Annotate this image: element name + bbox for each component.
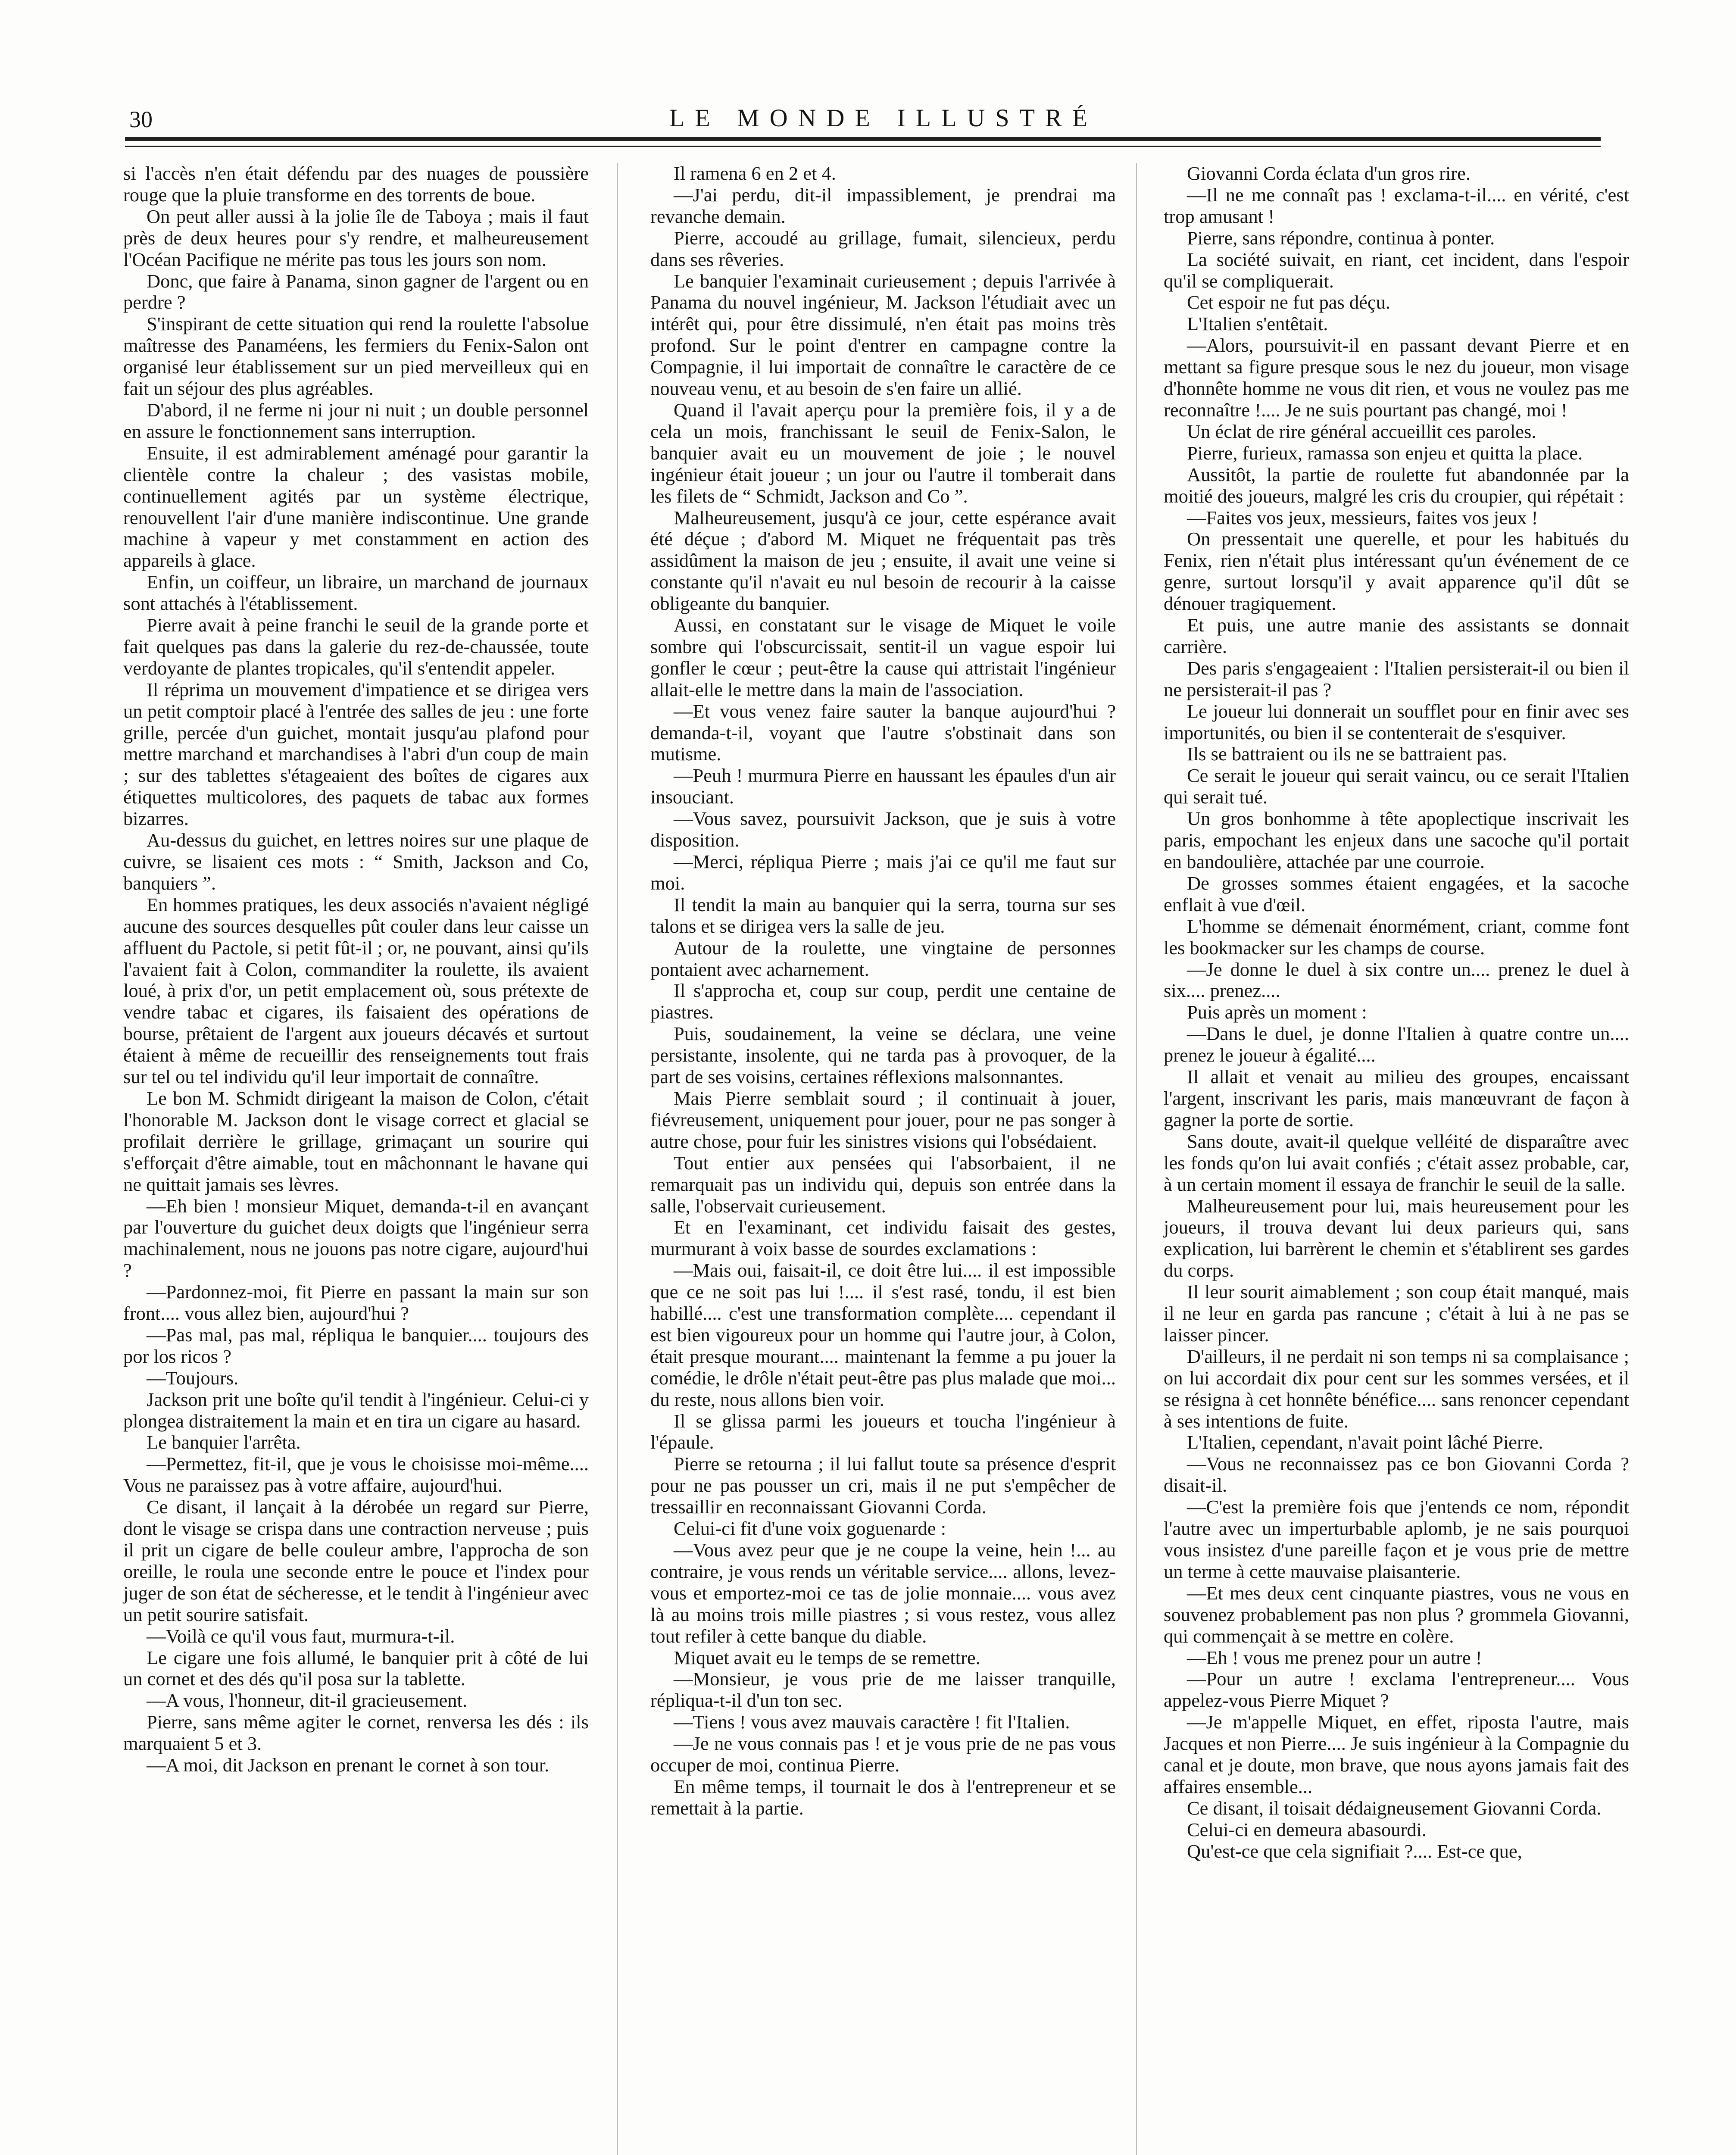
paragraph: Et puis, une autre manie des assistants se donnait carrière. <box>1164 614 1629 657</box>
paragraph: Il réprima un mouvement d'impatience et se dirigea vers un petit comptoir placé à l'entrée des salles de jeu : une forte grille, percée d'un guichet, montait jusqu'au plafond pour mettre marchand et marchandises à l'abri d'un coup de main ; sur des tablettes s'étageaient des boîtes de cigares aux étiquettes multicolores, des paquets de tabac aux formes bizarres. <box>123 678 589 830</box>
paragraph: Ensuite, il est admirablement aménagé pour garantir la clientèle contre la chaleur ; des vasistas mobile, continuellement agités par un système électrique, renouvellent l'air d'une manière indiscontinue. Une grande machine à vapeur y met constamment en action des appareils à glace. <box>123 442 589 572</box>
paragraph: Il s'approcha et, coup sur coup, perdit une centaine de piastres. <box>650 980 1116 1023</box>
paragraph: —Vous savez, poursuivit Jackson, que je suis à votre disposition. <box>650 808 1116 851</box>
paragraph: De grosses sommes étaient engagées, et la sacoche enflait à vue d'œil. <box>1164 872 1629 915</box>
paragraph: Aussi, en constatant sur le visage de Miquet le voile sombre qui l'obscurcissait, sentit-il un vague espoir lui gonfler le cœur ; peut-être la cause qui attristait l'ingénieur allait-elle le mettre dans la main de l'association. <box>650 614 1116 700</box>
paragraph: Jackson prit une boîte qu'il tendit à l'ingénieur. Celui-ci y plongea distraitement la main et en tira un cigare au hasard. <box>123 1388 589 1432</box>
paragraph: Le banquier l'arrêta. <box>147 1431 301 1453</box>
paragraph: Il allait et venait au milieu des groupes, encaissant l'argent, inscrivant les paris, mais manœuvrant de façon à gagner la porte de sortie. <box>1164 1066 1629 1131</box>
text-column-1 <box>123 163 589 1776</box>
paragraph: —Toujours. <box>147 1367 239 1389</box>
paragraph: —Dans le duel, je donne l'Italien à quatre contre un.... prenez le joueur à égalité.... <box>1164 1023 1629 1066</box>
paragraph: Ce disant, il toisait dédaigneusement Giovanni Corda. <box>1187 1797 1602 1819</box>
paragraph: —A moi, dit Jackson en prenant le cornet à son tour. <box>147 1754 550 1776</box>
paragraph: S'inspirant de cette situation qui rend la roulette l'absolue maîtresse des Panaméens, les fermiers du Fenix-Salon ont organisé leur établissement sur un pied merveilleux qui en fait un séjour des plus agréables. <box>123 313 589 400</box>
paragraph: Autour de la roulette, une vingtaine de personnes pontaient avec acharnement. <box>650 937 1116 980</box>
paragraph: Sans doute, avait-il quelque velléité de disparaître avec les fonds qu'on lui avait confiés ; c'était assez probable, car, à un certain moment il essaya de franchir le seuil de la salle. <box>1164 1130 1629 1195</box>
paragraph: —J'ai perdu, dit-il impassiblement, je prendrai ma revanche demain. <box>650 184 1116 227</box>
paragraph: Aussitôt, la partie de roulette fut abandonnée par la moitié des joueurs, malgré les cris du croupier, qui répétait : <box>1164 463 1629 507</box>
paragraph: Malheureusement, jusqu'à ce jour, cette espérance avait été déçue ; d'abord M. Miquet ne fréquentait pas très assidûment la maison de jeu ; ensuite, il avait une veine si constante qu'il n'avait eu nul besoin de recourir à la caisse obligeante du banquier. <box>650 506 1116 615</box>
paragraph: Pierre, accoudé au grillage, fumait, silencieux, perdu dans ses rêveries. <box>650 227 1116 270</box>
paragraph: —Merci, répliqua Pierre ; mais j'ai ce qu'il me faut sur moi. <box>650 851 1116 894</box>
paragraph: —Vous avez peur que je ne coupe la veine, hein !... au contraire, je vous rends un véritable service.... allons, levez-vous et emportez-moi ce tas de jolie monnaie.... vous avez là au moins trois mille piastres ; si vous restez, vous allez tout refiler à cette banque du diable. <box>650 1539 1116 1647</box>
paragraph: —Alors, poursuivit-il en passant devant Pierre et en mettant sa figure presque sous le nez du joueur, mon visage d'honnête homme ne vous dit rien, et vous ne voulez pas me reconnaître !.... Je ne suis pourtant pas changé, moi ! <box>1164 334 1629 421</box>
paragraph: Il leur sourit aimablement ; son coup était manqué, mais il ne leur en garda pas rancune ; c'était à lui à ne pas se laisser pincer. <box>1164 1281 1629 1346</box>
paragraph: Au-dessus du guichet, en lettres noires sur une plaque de cuivre, se lisaient ces mots : “ Smith, Jackson and Co, banquiers ”. <box>123 829 589 894</box>
paragraph: Des paris s'engageaient : l'Italien persisterait-il ou bien il ne persisterait-il pas ? <box>1164 657 1629 700</box>
paragraph: Et en l'examinant, cet individu faisait des gestes, murmurant à voix basse de sourdes exclamations : <box>650 1216 1116 1260</box>
paragraph: Ils se battraient ou ils ne se battraient pas. <box>1187 743 1507 765</box>
paragraph: D'ailleurs, il ne perdait ni son temps ni sa complaisance ; on lui accordait dix pour cent sur les sommes versées, et il se résigna à cet honnête bénéfice.... sans renoncer cependant à ses intentions de fuite. <box>1164 1345 1629 1432</box>
header-rule-thick <box>125 137 1601 141</box>
column-separator <box>617 163 618 2155</box>
paragraph: Il tendit la main au banquier qui la serra, tourna sur ses talons et se dirigea vers la salle de jeu. <box>650 893 1116 937</box>
header-rule-thin <box>125 146 1601 147</box>
paragraph: —Tiens ! vous avez mauvais caractère ! fit l'Italien. <box>674 1711 1070 1733</box>
paragraph: —Permettez, fit-il, que je vous le choisisse moi-même.... Vous ne paraissez pas à votre affaire, aujourd'hui. <box>123 1453 589 1496</box>
page-number: 30 <box>129 106 153 132</box>
paragraph: —Et vous venez faire sauter la banque aujourd'hui ? demanda-t-il, voyant que l'autre s'obstinait dans son mutisme. <box>650 700 1116 765</box>
paragraph: Miquet avait eu le temps de se remettre. <box>674 1646 980 1668</box>
paragraph: Donc, que faire à Panama, sinon gagner de l'argent ou en perdre ? <box>123 270 589 313</box>
paragraph: —Pas mal, pas mal, répliqua le banquier.... toujours des por los ricos ? <box>123 1324 589 1367</box>
paragraph: Celui-ci en demeura abasourdi. <box>1187 1818 1427 1840</box>
paragraph: —Je donne le duel à six contre un.... prenez le duel à six.... prenez.... <box>1164 958 1629 1002</box>
paragraph: —C'est la première fois que j'entends ce nom, répondit l'autre avec un imperturbable aplomb, je ne sais pourquoi vous insistez d'une pareille façon et je vous prie de mettre un terme à cette mauvaise plaisanterie. <box>1164 1496 1629 1582</box>
paragraph: Malheureusement pour lui, mais heureusement pour les joueurs, il trouva devant lui deux parieurs qui, sans explication, lui barrèrent le chemin et s'établirent ses gardes du corps. <box>1164 1195 1629 1281</box>
paragraph: En même temps, il tournait le dos à l'entrepreneur et se remettait à la partie. <box>650 1775 1116 1819</box>
paragraph: Mais Pierre semblait sourd ; il continuait à jouer, fiévreusement, uniquement pour jouer, pour ne pas songer à autre chose, pour fuir les sinistres visions qui l'obsédaient. <box>650 1087 1116 1152</box>
paragraph: La société suivait, en riant, cet incident, dans l'espoir qu'il se compliquerait. <box>1164 248 1629 292</box>
paragraph: —Je ne vous connais pas ! et je vous prie de ne pas vous occuper de moi, continua Pierre. <box>650 1733 1116 1776</box>
paragraph: —Faites vos jeux, messieurs, faites vos jeux ! <box>1187 506 1538 528</box>
paragraph: Qu'est-ce que cela signifiait ?.... Est-ce que, <box>1187 1840 1522 1862</box>
paragraph: —Vous ne reconnaissez pas ce bon Giovanni Corda ? disait-il. <box>1164 1453 1629 1496</box>
paragraph: —A vous, l'honneur, dit-il gracieusement. <box>147 1690 468 1712</box>
paragraph: Le cigare une fois allumé, le banquier prit à côté de lui un cornet et des dés qu'il posa sur la tablette. <box>123 1646 589 1690</box>
paragraph: Le bon M. Schmidt dirigeant la maison de Colon, c'était l'honorable M. Jackson dont le visage correct et glacial se profilait derrière le grillage, grimaçant un sourire qui s'efforçait d'être aimable, tout en mâchonnant le havane qui ne quittait jamais ses lèvres. <box>123 1087 589 1195</box>
paragraph: —Je m'appelle Miquet, en effet, riposta l'autre, mais Jacques et non Pierre.... Je suis ingénieur à la Compagnie du canal et je doute, mon brave, que nous ayons jamais fait des affaires ensemble... <box>1164 1711 1629 1797</box>
paragraph: Celui-ci fit d'une voix goguenarde : <box>674 1518 946 1540</box>
paragraph: Pierre se retourna ; il lui fallut toute sa présence d'esprit pour ne pas pousser un cri, mais il ne put s'empêcher de tressaillir en reconnaissant Giovanni Corda. <box>650 1453 1116 1518</box>
paragraph: —Pardonnez-moi, fit Pierre en passant la main sur son front.... vous allez bien, aujourd'hui ? <box>123 1281 589 1324</box>
paragraph: L'Italien, cependant, n'avait point lâché Pierre. <box>1187 1431 1543 1453</box>
paragraph: si l'accès n'en était défendu par des nuages de poussière rouge que la pluie transforme en des torrents de boue. <box>123 162 589 206</box>
paragraph: En hommes pratiques, les deux associés n'avaient négligé aucune des sources desquelles pût couler dans leur caisse un affluent du Pactole, si petit fût-il ; or, ne pouvant, ainsi qu'ils l'avaient fait à Colon, commanditer la roulette, ils avaient loué, à prix d'or, un petit emplacement où, sous prétexte de vendre tabac et cigares, ils faisaient des opérations de bourse, prêtaient de l'argent aux joueurs décavés et surtout étaient à même de recueillir des renseignements tout frais sur tel ou tel individu qu'il leur importait de connaître. <box>123 893 589 1088</box>
paragraph: Un éclat de rire général accueillit ces paroles. <box>1187 420 1536 442</box>
paragraph: Le joueur lui donnerait un soufflet pour en finir avec ses importunités, ou bien il se contenterait de s'esquiver. <box>1164 700 1629 743</box>
paragraph: Quand il l'avait aperçu pour la première fois, il y a de cela un mois, franchissant le seuil de Fenix-Salon, le banquier avait eu un mouvement de joie ; le nouvel ingénieur était joueur ; un jour ou l'autre il tomberait dans les filets de “ Schmidt, Jackson and Co ”. <box>650 399 1116 507</box>
paragraph: Enfin, un coiffeur, un libraire, un marchand de journaux sont attachés à l'établissement. <box>123 571 589 615</box>
paragraph: —Et mes deux cent cinquante piastres, vous ne vous en souvenez probablement pas non plus ? grommela Giovanni, qui commençait à se mettre en colère. <box>1164 1582 1629 1647</box>
paragraph: —Monsieur, je vous prie de me laisser tranquille, répliqua-t-il d'un ton sec. <box>650 1668 1116 1712</box>
paragraph: Cet espoir ne fut pas déçu. <box>1187 291 1391 313</box>
paragraph: On pressentait une querelle, et pour les habitués du Fenix, rien n'était plus intéressant qu'un événement de ce genre, surtout lorsqu'il y avait apparence qu'il dût se dénouer tragiquement. <box>1164 528 1629 615</box>
paragraph: Giovanni Corda éclata d'un gros rire. <box>1187 162 1471 184</box>
paragraph: Pierre, sans même agiter le cornet, renversa les dés : ils marquaient 5 et 3. <box>123 1711 589 1755</box>
paragraph: Il se glissa parmi les joueurs et toucha l'ingénieur à l'épaule. <box>650 1410 1116 1453</box>
paragraph: Tout entier aux pensées qui l'absorbaient, il ne remarquait pas un individu qui, depuis son entrée dans la salle, l'observait curieusement. <box>650 1152 1116 1217</box>
paragraph: —Eh bien ! monsieur Miquet, demanda-t-il en avançant par l'ouverture du guichet deux doigts que l'ingénieur serra machinalement, nous ne jouons pas notre cigare, aujourd'hui ? <box>123 1195 589 1281</box>
paragraph: Ce disant, il lançait à la dérobée un regard sur Pierre, dont le visage se crispa dans une contraction nerveuse ; puis il prit un cigare de belle couleur ambre, l'approcha de son oreille, le roula une seconde entre le pouce et l'index pour juger de son état de sécheresse, et le tendit à l'ingénieur avec un petit sourire satisfait. <box>123 1496 589 1625</box>
paragraph: D'abord, il ne ferme ni jour ni nuit ; un double personnel en assure le fonctionnement sans interruption. <box>123 399 589 442</box>
paragraph: Le banquier l'examinait curieusement ; depuis l'arrivée à Panama du nouvel ingénieur, M. Jackson l'étudiait avec un intérêt qui, pour être dissimulé, n'en était pas moins très profond. Sur le point d'entrer en campagne contre la Compagnie, il lui importait de connaître le caractère de ce nouveau venu, et au besoin de s'en faire un allié. <box>650 270 1116 400</box>
paragraph: L'homme se démenait énormément, criant, comme font les bookmacker sur les champs de course. <box>1164 915 1629 959</box>
paragraph: —Il ne me connaît pas ! exclama-t-il.... en vérité, c'est trop amusant ! <box>1164 184 1629 227</box>
paragraph: —Voilà ce qu'il vous faut, murmura-t-il. <box>147 1625 455 1647</box>
paragraph: Pierre avait à peine franchi le seuil de la grande porte et fait quelques pas dans la galerie du rez-de-chaussée, toute verdoyante de plantes tropicales, qu'il s'entendit appeler. <box>123 614 589 679</box>
paragraph: L'Italien s'entêtait. <box>1187 313 1328 335</box>
paragraph: Ce serait le joueur qui serait vaincu, ou ce serait l'Italien qui serait tué. <box>1164 765 1629 808</box>
paragraph: Puis, soudainement, la veine se déclara, une veine persistante, insolente, qui ne tarda pas à provoquer, de la part de ses voisins, certaines réflexions malsonnantes. <box>650 1023 1116 1088</box>
paragraph: Puis après un moment : <box>1187 1001 1367 1023</box>
paragraph: Il ramena 6 en 2 et 4. <box>674 162 836 184</box>
masthead-title: LE MONDE ILLUSTRÉ <box>669 104 1098 132</box>
column-separator <box>1136 163 1137 2155</box>
paragraph: Pierre, sans répondre, continua à ponter. <box>1187 227 1495 249</box>
paragraph: —Peuh ! murmura Pierre en haussant les épaules d'un air insouciant. <box>650 765 1116 808</box>
paragraph: Un gros bonhomme à tête apoplectique inscrivait les paris, empochant les enjeux dans une sacoche qu'il portait en bandoulière, attachée par une courroie. <box>1164 808 1629 872</box>
paragraph: —Pour un autre ! exclama l'entrepreneur.... Vous appelez-vous Pierre Miquet ? <box>1164 1668 1629 1712</box>
paragraph: —Mais oui, faisait-il, ce doit être lui.... il est impossible que ce ne soit pas lui !.... il s'est rasé, tondu, il est bien habillé.... c'est une transformation complète.... cependant il est bien vigoureux pour un homme qui l'autre jour, à Colon, était presque mourant.... maintenant la femme a pu jouer la comédie, le drôle n'était peut-être pas plus malade que moi... du reste, nous allons bien voir. <box>650 1259 1116 1410</box>
text-column-2 <box>650 163 1116 1819</box>
paragraph: Pierre, furieux, ramassa son enjeu et quitta la place. <box>1187 442 1583 464</box>
paragraph: On peut aller aussi à la jolie île de Taboya ; mais il faut près de deux heures pour s'y rendre, et malheureusement l'Océan Pacifique ne mérite pas tous les jours son nom. <box>123 205 589 270</box>
text-column-3 <box>1164 163 1629 1862</box>
paragraph: —Eh ! vous me prenez pour un autre ! <box>1187 1646 1482 1668</box>
